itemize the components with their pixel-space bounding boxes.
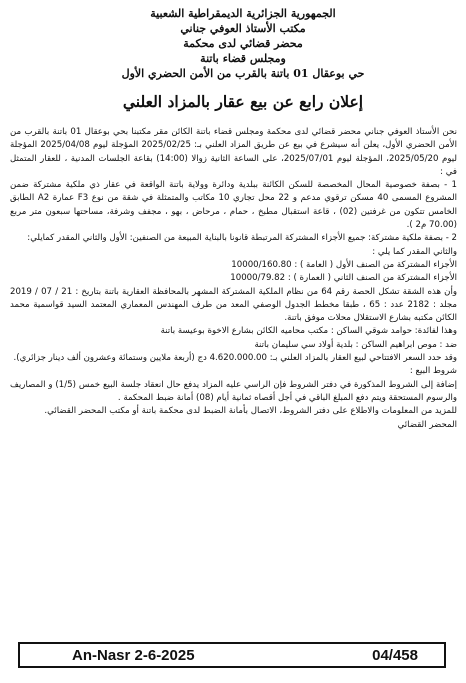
paragraph-intro: نحن الأستاذ العوفي جناني محضر قضائي لدى محكمة ومجلس قضاء باتنة الكائن مقر مكتبنا بحي بوعقال 01 باتنة بالقرب من الأمن الحضري الأول، يعلن أنه سيشرع في بيع عن طريق المزاد العلني بـ: 2025/02/25 المؤجلة ليوم 2025/04/08 المؤجلة ليوم 2025/05/20، المؤجلة ليوم 2025/07/01، على الساعة الثانية زوالا (14:00) بقاعة الجلسات المدنية ، للعقار المتمثل في : bbox=[10, 127, 457, 177]
header-office: مكتب الأستاذ العوفي جناني bbox=[180, 22, 306, 35]
paragraph-debtor: ضد : موص ابراهيم الساكن : بلدية أولاد سي سليمان باتنة bbox=[254, 339, 457, 350]
paragraph-creditor: وهذا لفائدة: حوامد شوقي الساكن : مكتب محاميه الكائن بشارع الاخوة بوعيسة باتنة bbox=[160, 326, 457, 337]
header-address: حي بوعقال 01 باتنة بالقرب من الأمن الحضري الأول bbox=[121, 67, 365, 80]
heading-sale-conditions: شروط البيع : bbox=[409, 366, 457, 377]
publication-footer bbox=[18, 642, 446, 668]
paragraph-opening-price: وقد حدد السعر الافتتاحي لبيع العقار بالمزاد العلني بـ: 4.620.000.00 دج (أربعة ملايين وستمائة وعشرون ألف دينار جزائري). bbox=[13, 353, 457, 364]
paragraph-contact: للمزيد من المعلومات والاطلاع على دفتر الشروط، الاتصال بأمانة الضبط لدى محكمة باتنة أو مكتب المحضر القضائي. bbox=[44, 406, 457, 417]
publication-date: An-Nasr 2-6-2025 bbox=[72, 647, 195, 664]
line-share-general: الأجزاء المشتركة من الصنف الأول ( العامة ) : 10000/160.80 bbox=[231, 259, 457, 270]
paragraph-second-category: والثاني المقدر كما يلي : bbox=[372, 246, 457, 257]
header-country: الجمهورية الجزائرية الديمقراطية الشعبية bbox=[150, 7, 336, 20]
announcement-number: 04/458 bbox=[372, 647, 418, 664]
paragraph-sale-conditions: إضافة إلى الشروط المذكورة في دفتر الشروط فإن الراسي عليه المزاد يدفع حال انعقاد جلسة البيع خمس (1/5) و المصاريف والرسوم المستحقة ويتم دفع المبلغ الباقي في أجل أقصاه ثمانية أيام (08) أمانة ضبط المحكمة . bbox=[10, 379, 458, 403]
paragraph-lot-registration: وأن هذه الشقة تشكل الحصة رقم 64 من نظام الملكية المشتركة المشهر بالمحافظة العقارية باتنة بتاريخ : 21 / 07 / 2019 مجلد : 2182 عدد : 65 ، طبقا مخطط الجدول الوصفي المعد من طرف المهندس المعماري المعتمد السيد قواسمية محمد الكائن مكتبه بشارع الاستقلال محلات موفق باتنة. bbox=[10, 286, 458, 324]
header-court: ومجلس قضاء باتنة bbox=[200, 52, 286, 65]
signature-line: المحضر القضائي bbox=[397, 419, 457, 430]
header-role: محضر قضائي لدى محكمة bbox=[183, 37, 303, 50]
paragraph-private-part: 1 - بصفة خصوصية المحال المخصصة للسكن الكائنة ببلدية ودائرة وولاية باتنة الواقعة في عقار ذي ملكية مشتركة ضمن المشروع المسمى 40 مسكن ترقوي مدعم و 22 محل تجاري 10 مكاتب والمتمثلة في شقة من نوع F3 عمارة A2 الطابق الخامس تتكون من غرفتين (02) ، قاعة استقبال مطبخ ، حمام ، مرحاض ، بهو ، مجفف وشرفة، مساحتها سبعون متر مربع (70.00 م2 ). bbox=[10, 180, 457, 231]
announcement-title: إعلان رابع عن بيع عقار بالمزاد العلني bbox=[122, 92, 364, 111]
issuer-header bbox=[40, 6, 446, 81]
paragraph-common-part: 2 - بصفة ملكية مشتركة: جميع الأجزاء المشتركة المرتبطة قانونا بالبناية المبيعة من الصنفين: الأول والثاني المقدر كمايلي: bbox=[27, 233, 457, 244]
line-share-building: الأجزاء المشتركة من الصنف الثاني ( العمارة ) : 10000/79.82 bbox=[230, 273, 457, 284]
announcement-body bbox=[10, 126, 457, 432]
